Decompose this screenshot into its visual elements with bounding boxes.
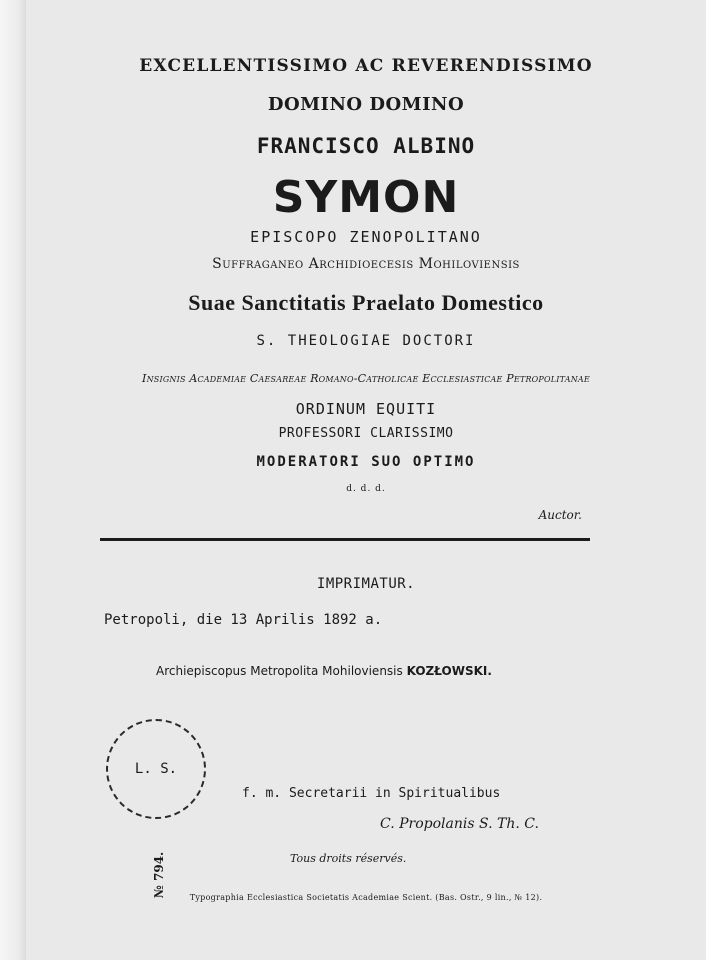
imprimatur-heading: IMPRIMATUR. [316, 576, 416, 592]
scan-right-margin [706, 0, 720, 960]
secretary-name: C. Propolanis S. Th. C. [380, 816, 539, 832]
dedication-prelate-line: Suae Sanctitatis Praelato Domestico [188, 290, 544, 315]
dedication-line-1: EXCELLENTISSIMO AC REVERENDISSIMO [139, 56, 593, 76]
document-number: № 794. [152, 851, 167, 899]
dedication-knight-line: ORDINUM EQUITI [295, 400, 437, 418]
page-left-shadow [0, 0, 26, 960]
horizontal-divider [100, 538, 590, 541]
dedication-professor-line: PROFESSORI CLARISSIMO [278, 426, 454, 441]
dedication-doctor-line: S. THEOLOGIAE DOCTORI [256, 333, 476, 349]
archbishop-name: KOZŁOWSKI. [406, 664, 492, 678]
dedication-surname: SYMON [272, 172, 460, 223]
dedication-academy-line: Insignis Academiae Caesareae Romano-Catholicae Ecclesiasticae Petropolitanae [142, 372, 590, 385]
author-signature: Auctor. [538, 508, 582, 522]
place-date-line: Petropoli, die 13 Aprilis 1892 a. [104, 612, 383, 628]
printer-imprint: Typographia Ecclesiastica Societatis Academiae Scient. (Bas. Ostr., 9 lin., № 12). [189, 893, 543, 902]
archbishop-title: Archiepiscopus Metropolita Mohiloviensis [156, 664, 403, 678]
dedication-given-name: FRANCISCO ALBINO [256, 134, 476, 158]
dedication-moderator-line: MODERATORI SUO OPTIMO [256, 454, 476, 470]
rights-notice: Tous droits réservés. [290, 852, 407, 865]
dedication-line-2: DOMINO DOMINO [267, 94, 465, 115]
seal-circle [106, 719, 206, 819]
secretary-title: f. m. Secretarii in Spiritualibus [242, 786, 501, 801]
archbishop-line [156, 664, 492, 678]
dedication-episcopal-title: EPISCOPO ZENOPOLITANO [250, 228, 482, 246]
seal-text: L. S. [134, 761, 178, 777]
dedication-suffragan-line: Suffraganeo Archidioecesis Mohiloviensis [212, 256, 520, 272]
dedication-ddd-line: d. d. d. [346, 484, 386, 494]
